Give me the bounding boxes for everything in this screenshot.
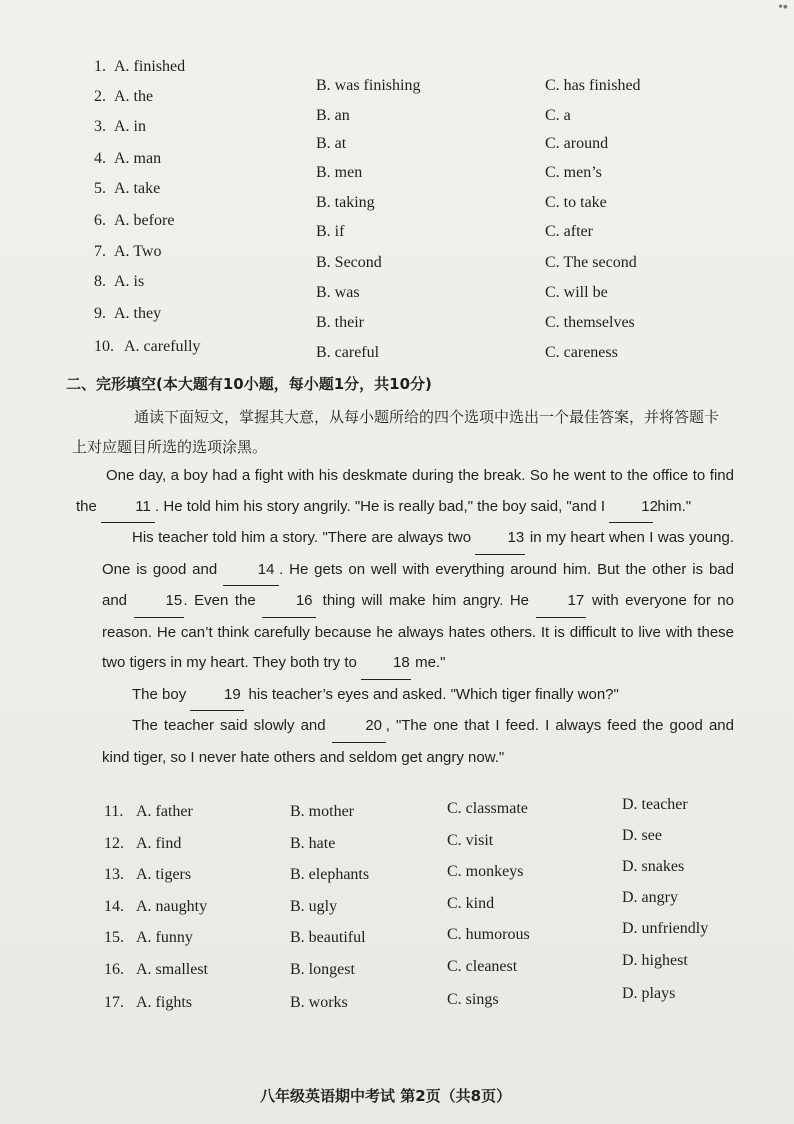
option-c: C. cleanest <box>447 958 518 975</box>
option-b: B. beautiful <box>290 929 366 946</box>
option-c: C. will be <box>545 284 608 301</box>
passage-text: him." <box>653 497 692 515</box>
passage-paragraph <box>102 711 734 773</box>
option-a: A. finished <box>114 58 186 75</box>
passage-text: His teacher told him a story. "There are always two <box>132 529 476 546</box>
question-number: 8. <box>94 273 106 290</box>
option-a: A. they <box>114 305 162 322</box>
option-a: A. Two <box>114 243 162 260</box>
option-b: B. was <box>316 284 360 301</box>
passage-paragraph <box>76 461 734 523</box>
option-a: A. father <box>136 803 193 820</box>
option-b: B. careful <box>316 344 380 361</box>
passage-text: me." <box>411 654 446 671</box>
option-a: A. funny <box>136 929 193 946</box>
option-c: C. sings <box>447 991 499 1008</box>
option-a: A. the <box>114 88 154 105</box>
option-d: D. see <box>622 827 662 844</box>
passage-text: The boy <box>132 685 191 703</box>
passage-text: with everyone for no reason. He can’t think carefully because he always hates others. It is difficult to live with these two tigers in my heart. They both try to <box>102 592 734 671</box>
option-c: C. themselves <box>545 314 635 331</box>
option-c: C. careness <box>545 344 618 361</box>
blank-11: 11 <box>101 492 155 524</box>
question-number: 13. <box>104 866 124 883</box>
option-b: B. their <box>316 314 364 331</box>
blank-12: 12 <box>609 492 653 524</box>
option-a: A. in <box>114 118 146 135</box>
question-number: 9. <box>94 305 106 322</box>
option-c: C. to take <box>545 194 607 211</box>
option-c: C. monkeys <box>447 863 524 880</box>
option-b: B. was finishing <box>316 77 421 94</box>
option-c: C. The second <box>545 254 637 271</box>
passage-paragraph <box>102 523 734 680</box>
option-b: B. ugly <box>290 898 338 915</box>
blank-18: 18 <box>361 648 411 680</box>
corner-mark: •▪ <box>778 0 788 15</box>
option-d: D. teacher <box>622 796 688 813</box>
option-b: B. at <box>316 135 347 152</box>
question-number: 10. <box>94 338 114 355</box>
section-heading: 二、完形填空(本大题有10小题，每小题1分，共10分) <box>66 375 432 393</box>
blank-16: 16 <box>262 586 316 618</box>
option-d: D. plays <box>622 985 676 1002</box>
option-d: D. angry <box>622 889 678 906</box>
blank-13: 13 <box>475 523 525 555</box>
option-c: C. kind <box>447 895 495 912</box>
option-a: A. smallest <box>136 961 208 978</box>
question-number: 16. <box>104 961 124 978</box>
passage-text: The teacher said slowly and <box>132 717 332 734</box>
option-a: A. carefully <box>124 338 201 355</box>
passage-text: . Even the <box>183 592 263 609</box>
passage-text: , "The one that I feed. I always feed the good and kind tiger, so I never hate others and seldom get angry now." <box>102 717 734 766</box>
option-d: D. highest <box>622 952 688 969</box>
option-b: B. longest <box>290 961 355 978</box>
question-number: 14. <box>104 898 124 915</box>
question-number: 2. <box>94 88 106 105</box>
option-c: C. classmate <box>447 800 528 817</box>
passage-paragraph <box>102 680 734 712</box>
option-c: C. visit <box>447 832 494 849</box>
question-number: 12. <box>104 835 124 852</box>
question-number: 5. <box>94 180 106 197</box>
passage-text: his teacher’s eyes and asked. "Which tiger finally won?" <box>244 685 619 703</box>
question-number: 4. <box>94 150 106 167</box>
section-instructions: 通读下面短文，掌握其大意，从每小题所给的四个选项中选出一个最佳答案，并将答题卡上对应题目所选的选项涂黑。 <box>72 408 720 456</box>
question-number: 17. <box>104 994 124 1011</box>
question-number: 11. <box>104 803 124 820</box>
option-a: A. is <box>114 273 145 290</box>
option-c: C. around <box>545 135 609 152</box>
option-b: B. if <box>316 223 345 240</box>
option-c: C. humorous <box>447 926 530 943</box>
option-a: A. before <box>114 212 175 229</box>
question-number: 3. <box>94 118 106 135</box>
option-d: D. snakes <box>622 858 685 875</box>
option-a: A. naughty <box>136 898 208 915</box>
blank-15: 15 <box>134 586 184 618</box>
question-number: 6. <box>94 212 106 229</box>
passage-text: One day, a boy had a fight with his deskmate during the break. So he went to the office to find the <box>76 467 734 515</box>
option-c: C. men’s <box>545 164 602 181</box>
option-b: B. works <box>290 994 348 1011</box>
blank-17: 17 <box>536 586 586 618</box>
question-number: 15. <box>104 929 124 946</box>
option-b: B. mother <box>290 803 354 820</box>
option-b: B. elephants <box>290 866 370 883</box>
cloze-passage <box>76 461 734 773</box>
passage-text: . He gets on well with everything around him. But the other is bad and <box>102 560 734 609</box>
page-footer: 八年级英语期中考试 第2页（共8页） <box>260 1087 512 1105</box>
question-number: 7. <box>94 243 106 260</box>
passage-text: in my heart when I was young. One is good and <box>102 529 734 578</box>
option-a: A. man <box>114 150 162 167</box>
option-d: D. unfriendly <box>622 920 709 937</box>
passage-text: . He told him his story angrily. "He is really bad," the boy said, "and I <box>155 497 610 515</box>
option-a: A. take <box>114 180 161 197</box>
blank-20: 20 <box>332 711 386 743</box>
passage-text: thing will make him angry. He <box>316 592 536 609</box>
option-b: B. hate <box>290 835 336 852</box>
option-c: C. has finished <box>545 77 641 94</box>
blank-19: 19 <box>190 680 244 712</box>
option-b: B. taking <box>316 194 375 211</box>
option-a: A. find <box>136 835 182 852</box>
option-a: A. fights <box>136 994 192 1011</box>
option-a: A. tigers <box>136 866 192 883</box>
option-c: C. after <box>545 223 593 240</box>
option-b: B. men <box>316 164 363 181</box>
option-c: C. a <box>545 107 571 124</box>
question-number: 1. <box>94 58 106 75</box>
blank-14: 14 <box>223 555 279 587</box>
option-b: B. Second <box>316 254 382 271</box>
option-b: B. an <box>316 107 350 124</box>
